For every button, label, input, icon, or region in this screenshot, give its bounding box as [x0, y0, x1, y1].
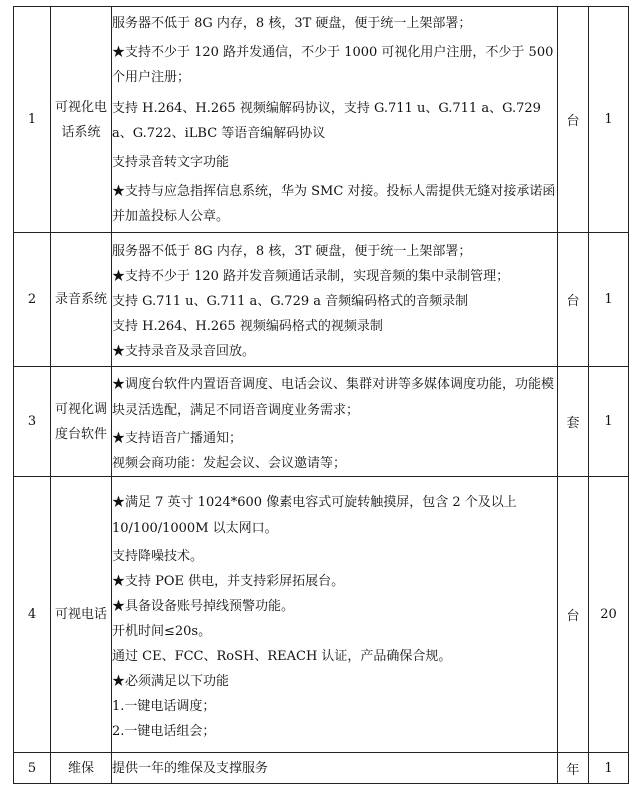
spec-line: ★支持与应急指挥信息系统，华为 SMC 对接。投标人需提供无缝对接承诺函并加盖投标人公章。	[112, 184, 556, 224]
spec-line: ★支持不少于 120 路并发音频通话录制，实现音频的集中录制管理；	[112, 268, 510, 284]
procurement-spec-table	[13, 6, 629, 784]
item-spec	[112, 477, 558, 753]
item-quantity: 1	[589, 233, 629, 367]
row-number: 3	[14, 367, 51, 477]
row-number: 2	[14, 233, 51, 367]
spec-line: ★必须满足以下功能	[112, 674, 230, 689]
spec-line: ★具备设备账号掉线预警功能。	[112, 599, 295, 614]
item-quantity: 1	[589, 367, 629, 477]
item-spec	[112, 7, 558, 233]
item-spec	[112, 753, 558, 784]
spec-line: ★支持录音及录音回放。	[112, 343, 256, 359]
table-row	[14, 233, 629, 367]
spec-line: ★支持不少于 120 路并发通信，不少于 1000 可视化用户注册，不少于 500 个用户注册；	[112, 45, 554, 85]
item-unit: 台	[558, 233, 589, 367]
item-unit: 台	[558, 7, 589, 233]
spec-line: 2.一键电话组会；	[112, 724, 216, 739]
row-number: 1	[14, 7, 51, 233]
item-unit: 套	[558, 367, 589, 477]
spec-line: 支持降噪技术。	[112, 549, 204, 564]
item-spec	[112, 367, 558, 477]
table-row	[14, 367, 629, 477]
item-quantity: 1	[589, 7, 629, 233]
item-name: 录音系统	[51, 233, 112, 367]
item-name: 可视化调度台软件	[51, 367, 112, 477]
spec-line: 服务器不低于 8G 内存，8 核，3T 硬盘，便于统一上架部署；	[112, 243, 472, 259]
item-name: 维保	[51, 753, 112, 784]
item-unit: 台	[558, 477, 589, 753]
item-name: 可视化电话系统	[51, 7, 112, 233]
item-quantity: 1	[589, 753, 629, 784]
spec-line: 通过 CE、FCC、RoSH、REACH 认证，产品确保合规。	[112, 649, 452, 664]
spec-line: 视频会商功能：发起会议、会议邀请等；	[112, 456, 347, 471]
item-unit: 年	[558, 753, 589, 784]
spec-line: 1.一键电话调度；	[112, 699, 216, 714]
row-number: 4	[14, 477, 51, 753]
spec-line: 支持 H.264、H.265 视频编码格式的视频录制	[112, 318, 383, 334]
row-number: 5	[14, 753, 51, 784]
spec-line: 支持 G.711 u、G.711 a、G.729 a 音频编码格式的音频录制	[112, 293, 469, 309]
spec-line: ★满足 7 英寸 1024*600 像素电容式可旋转触摸屏，包含 2 个及以上 10/100/1000M 以太网口。	[112, 495, 517, 536]
spec-line: 提供一年的维保及支撑服务	[112, 760, 269, 776]
table-row	[14, 7, 629, 233]
item-name: 可视电话	[51, 477, 112, 753]
spec-line: ★调度台软件内置语音调度、电话会议、集群对讲等多媒体调度功能，功能模块灵活选配，满足不同语音调度业务需求；	[112, 377, 555, 418]
spec-line: 支持 H.264、H.265 视频编解码协议，支持 G.711 u、G.711 a、G.729 a、G.722、iLBC 等语音编解码协议	[112, 101, 541, 141]
item-spec	[112, 233, 558, 367]
table-row	[14, 477, 629, 753]
spec-line: 支持录音转文字功能	[112, 155, 230, 170]
spec-line: 开机时间≤20s。	[112, 624, 212, 639]
item-quantity: 20	[589, 477, 629, 753]
table-row	[14, 753, 629, 784]
spec-line: ★支持 POE 供电，并支持彩屏拓展台。	[112, 574, 345, 589]
spec-line: 服务器不低于 8G 内存，8 核，3T 硬盘，便于统一上架部署；	[112, 16, 472, 31]
spec-line: ★支持语音广播通知；	[112, 431, 243, 446]
